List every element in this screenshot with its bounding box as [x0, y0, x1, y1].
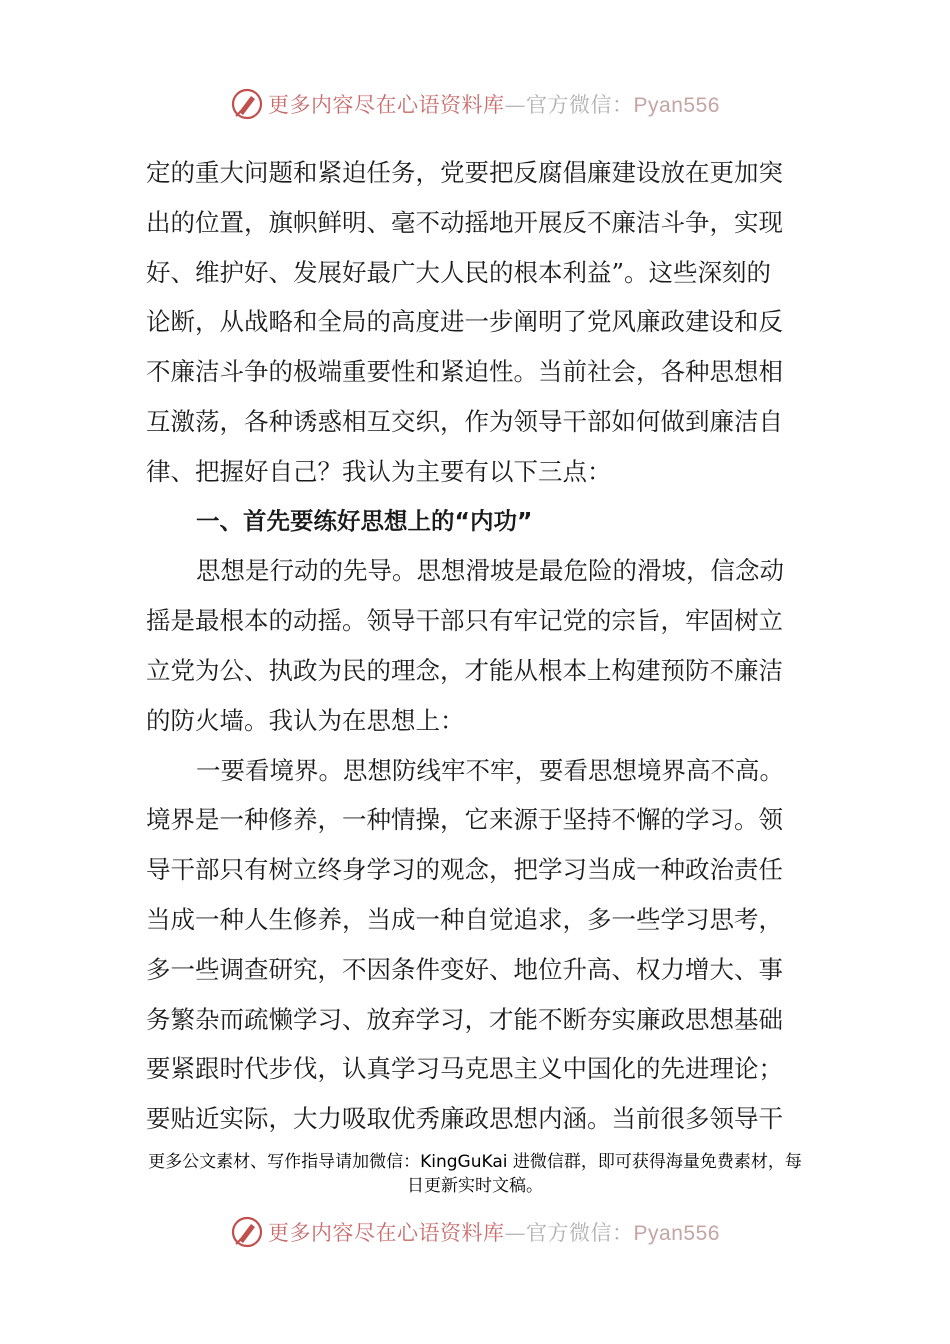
body-line: 务繁杂而疏懒学习、放弃学习，才能不断夯实廉政思想基础	[146, 1004, 783, 1034]
body-line: 导干部只有树立终身学习的观念，把学习当成一种政治责任	[146, 855, 783, 885]
body-line: 一要看境界。思想防线牢不牢，要看思想境界高不高。	[196, 755, 784, 785]
body-line: 互激荡，各种诱惑相互交织，作为领导干部如何做到廉洁自	[146, 406, 783, 436]
body-line: 要紧跟时代步伐，认真学习马克思主义中国化的先进理论；	[146, 1054, 783, 1084]
body-line: 要贴近实际，大力吸取优秀廉政思想内涵。当前很多领导干	[146, 1104, 783, 1134]
body-line: 不廉洁斗争的极端重要性和紧迫性。当前社会，各种思想相	[146, 357, 783, 387]
body-line: 当成一种人生修养，当成一种自觉追求，多一些学习思考，	[146, 904, 783, 934]
banner-dash: —	[504, 1221, 527, 1245]
footer-note-line-1: 更多公文素材、写作指导请加微信：KingGuKai 进微信群，即可获得海量免费素材，每	[148, 1152, 802, 1172]
pen-logo-icon	[230, 87, 264, 121]
banner-text	[268, 89, 720, 119]
body-line: 思想是行动的先导。思想滑坡是最危险的滑坡，信念动	[196, 556, 784, 586]
footer-note-line-2: 日更新实时文稿。	[407, 1176, 543, 1196]
body-line: 好、维护好、发展好最广大人民的根本利益”。这些深刻的	[146, 257, 772, 287]
footer-note	[130, 1150, 820, 1198]
footer-banner	[0, 1212, 950, 1252]
section-heading: 一、首先要练好思想上的“内功”	[196, 506, 533, 535]
body-line: 立党为公、执政为民的理念，才能从根本上构建预防不廉洁	[146, 655, 783, 685]
body-line: 多一些调查研究，不因条件变好、地位升高、权力增大、事	[146, 954, 783, 984]
banner-wechat-id: Pyan556	[633, 1222, 720, 1245]
banner-text	[268, 1217, 720, 1247]
body-line: 摇是最根本的动摇。领导干部只有牢记党的宗旨，牢固树立	[146, 606, 783, 636]
body-line: 定的重大问题和紧迫任务，党要把反腐倡廉建设放在更加突	[146, 158, 783, 187]
banner-wechat-id: Pyan556	[633, 94, 720, 117]
body-line: 论断，从战略和全局的高度进一步阐明了党风廉政建设和反	[146, 307, 783, 337]
body-line: 律、把握好自己？我认为主要有以下三点：	[146, 456, 612, 486]
header-banner	[0, 84, 950, 124]
document-body	[146, 148, 816, 1144]
banner-brand: 更多内容尽在心语资料库	[268, 1221, 505, 1245]
banner-dash: —	[504, 93, 527, 117]
pen-logo-icon	[230, 1215, 264, 1249]
banner-wechat-label: 官方微信：	[526, 1221, 634, 1245]
body-line: 境界是一种修养，一种情操，它来源于坚持不懈的学习。领	[146, 805, 783, 835]
banner-wechat-label: 官方微信：	[526, 93, 634, 117]
banner-brand: 更多内容尽在心语资料库	[268, 93, 505, 117]
body-line: 出的位置，旗帜鲜明、毫不动摇地开展反不廉洁斗争，实现	[146, 207, 783, 237]
body-line: 的防火墙。我认为在思想上：	[146, 705, 465, 735]
